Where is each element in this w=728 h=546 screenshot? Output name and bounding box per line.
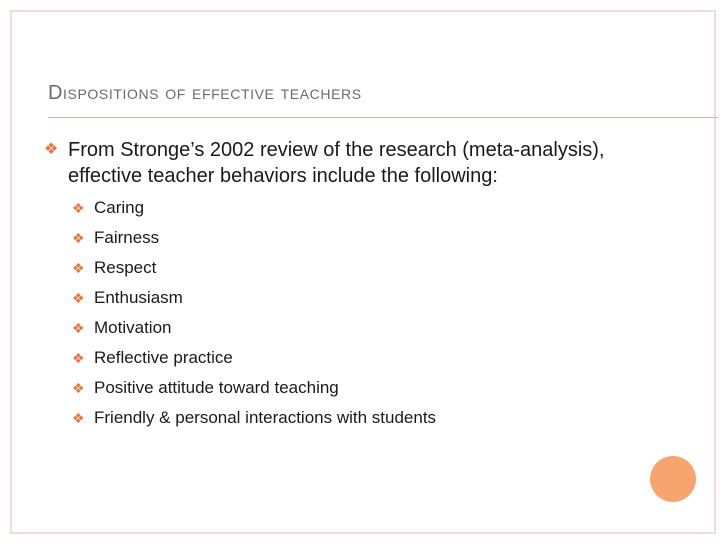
list-item (70, 403, 644, 433)
list-item (70, 373, 644, 403)
slide-content (44, 137, 644, 433)
bullet-icon: ❖ (72, 290, 85, 306)
main-bullet (44, 137, 644, 189)
list-item-text: Reflective practice (94, 348, 233, 367)
bullet-icon: ❖ (72, 260, 85, 276)
slide-title: Dispositions of effective teachers (48, 82, 362, 104)
list-item-text: Respect (94, 258, 157, 277)
list-item (70, 343, 644, 373)
list-item-text: Friendly & personal interactions with students (94, 408, 437, 427)
bullet-icon: ❖ (72, 230, 85, 246)
list-item (70, 283, 644, 313)
bullet-icon: ❖ (72, 410, 85, 426)
title-divider (48, 117, 718, 118)
decorative-circle (650, 456, 696, 502)
list-item (70, 313, 644, 343)
list-item-text: Positive attitude toward teaching (94, 378, 339, 397)
bullet-icon: ❖ (44, 141, 59, 158)
list-item (70, 253, 644, 283)
bullet-icon: ❖ (72, 320, 85, 336)
bullet-icon: ❖ (72, 380, 85, 396)
bullet-icon: ❖ (72, 200, 85, 216)
main-bullet-text: From Stronge’s 2002 review of the research (meta-analysis), effective teacher behaviors include the following: (68, 139, 605, 187)
list-item-text: Enthusiasm (94, 288, 183, 307)
behavior-list (44, 193, 644, 433)
list-item (70, 193, 644, 223)
list-item (70, 223, 644, 253)
bullet-icon: ❖ (72, 350, 85, 366)
list-item-text: Fairness (94, 228, 160, 247)
list-item-text: Caring (94, 198, 145, 217)
list-item-text: Motivation (94, 318, 172, 337)
